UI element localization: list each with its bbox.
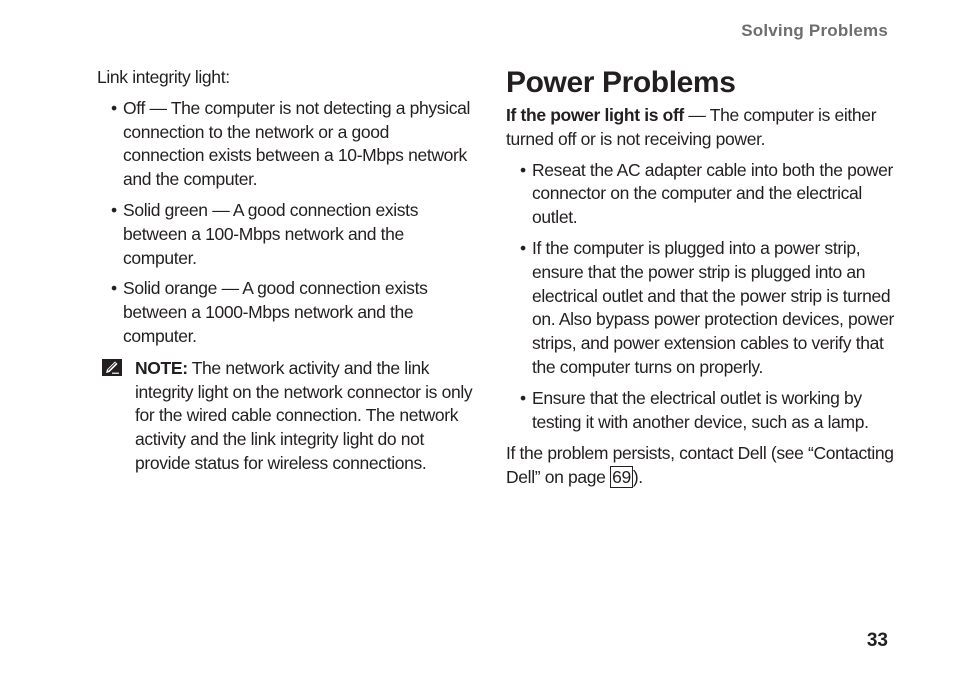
lead-rest-text: — The computer is either turned off or is not receiving power. [506,105,877,149]
left-column [97,66,473,476]
lead-bold-text: If the power light is off [506,105,684,125]
list-item: • Off — The computer is not detecting a physical connection to the network or a good connection exists between a 10-Mbps network and the computer. [97,97,473,192]
footer-suffix: ). [632,467,643,488]
link-integrity-intro: Link integrity light: [97,67,230,87]
link-integrity-list [97,97,473,349]
page-reference-link[interactable]: 69 [612,467,631,488]
list-item: • Solid orange — A good connection exists between a 1000-Mbps network and the computer. [97,277,473,348]
list-item: • Ensure that the electrical outlet is working by testing it with another device, such as a lamp. [506,387,896,435]
right-column [506,66,896,490]
pencil-note-icon [102,359,122,376]
list-item: • Solid green — A good connection exists between a 100-Mbps network and the computer. [97,199,473,270]
note-label: NOTE: [135,357,188,378]
note-block [97,357,473,476]
list-item: • If the computer is plugged into a power strip, ensure that the power strip is plugged into an electrical outlet and that the power strip is turned on. Also bypass power protection devices, power strips, and power extension cables to verify that the computer turns on properly. [506,237,896,380]
power-steps-list [506,159,896,435]
section-heading: Power Problems [506,66,736,99]
running-header: Solving Problems [741,21,888,40]
power-light-lead [506,104,896,152]
page-number: 33 [866,630,888,651]
footer-prefix: If the problem persists, contact Dell (see “Contacting Dell” on page [506,443,894,488]
note-text: The network activity and the link integrity light on the network connector is only for the wired cable connection. The network activity and the link integrity light do not provide status for wireless connections. [135,357,473,473]
list-item: • Reseat the AC adapter cable into both the power connector on the computer and the electrical outlet. [506,159,896,230]
contact-dell-text [506,442,896,490]
